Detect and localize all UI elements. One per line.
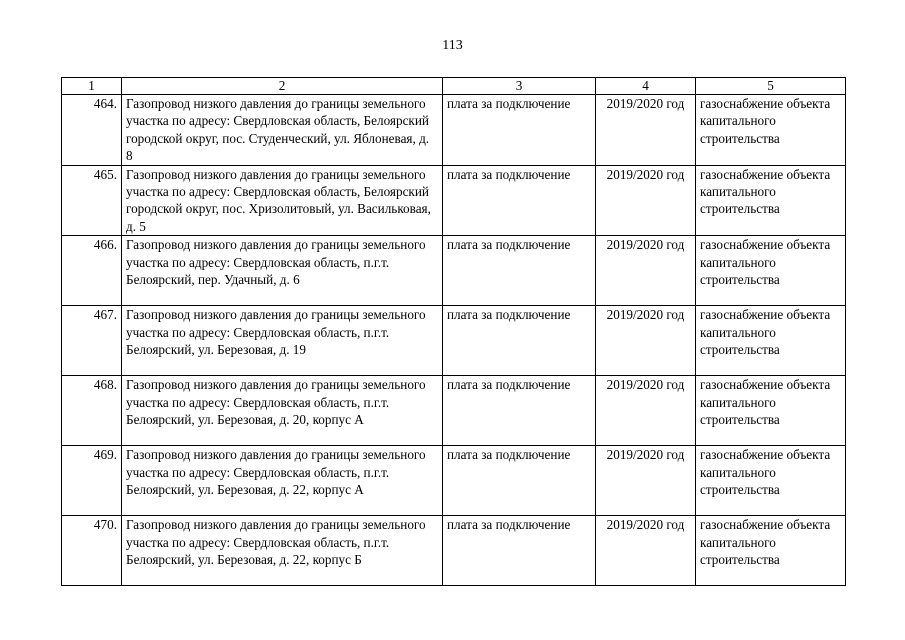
payment-source: плата за подключение	[443, 516, 596, 586]
object-name: Газопровод низкого давления до границы земельного участка по адресу: Свердловская область, Белоярский городской округ, пос. Хризолитовый, ул. Васильковая, д. 5	[122, 165, 443, 236]
purpose: газоснабжение объекта капитального строительства	[696, 516, 846, 586]
implementation-period: 2019/2020 год	[596, 306, 696, 376]
object-name: Газопровод низкого давления до границы земельного участка по адресу: Свердловская область, п.г.т. Белоярский, ул. Березовая, д. 20, корпус А	[122, 376, 443, 446]
purpose: газоснабжение объекта капитального строительства	[696, 306, 846, 376]
table-row	[62, 376, 846, 446]
implementation-period: 2019/2020 год	[596, 236, 696, 306]
object-name: Газопровод низкого давления до границы земельного участка по адресу: Свердловская область, п.г.т. Белоярский, ул. Березовая, д. 19	[122, 306, 443, 376]
payment-source: плата за подключение	[443, 446, 596, 516]
implementation-period: 2019/2020 год	[596, 95, 696, 166]
row-number: 464.	[62, 95, 122, 166]
table-row	[62, 236, 846, 306]
object-name: Газопровод низкого давления до границы земельного участка по адресу: Свердловская область, п.г.т. Белоярский, ул. Березовая, д. 22, корпус Б	[122, 516, 443, 586]
page-number: 113	[442, 38, 463, 53]
object-name: Газопровод низкого давления до границы земельного участка по адресу: Свердловская область, п.г.т. Белоярский, ул. Березовая, д. 22, корпус А	[122, 446, 443, 516]
row-number: 470.	[62, 516, 122, 586]
object-name: Газопровод низкого давления до границы земельного участка по адресу: Свердловская область, Белоярский городской округ, пос. Студенческий, ул. Яблоневая, д. 8	[122, 95, 443, 166]
purpose: газоснабжение объекта капитального строительства	[696, 95, 846, 166]
column-header-5: 5	[696, 78, 846, 95]
purpose: газоснабжение объекта капитального строительства	[696, 446, 846, 516]
row-number: 466.	[62, 236, 122, 306]
column-header-3: 3	[443, 78, 596, 95]
implementation-period: 2019/2020 год	[596, 516, 696, 586]
purpose: газоснабжение объекта капитального строительства	[696, 236, 846, 306]
row-number: 465.	[62, 165, 122, 236]
table-row	[62, 165, 846, 236]
row-number: 468.	[62, 376, 122, 446]
payment-source: плата за подключение	[443, 165, 596, 236]
column-header-2: 2	[122, 78, 443, 95]
table-row	[62, 306, 846, 376]
object-name: Газопровод низкого давления до границы земельного участка по адресу: Свердловская область, п.г.т. Белоярский, пер. Удачный, д. 6	[122, 236, 443, 306]
table-row	[62, 95, 846, 166]
objects-table	[61, 77, 846, 586]
column-header-1: 1	[62, 78, 122, 95]
purpose: газоснабжение объекта капитального строительства	[696, 165, 846, 236]
row-number: 467.	[62, 306, 122, 376]
implementation-period: 2019/2020 год	[596, 446, 696, 516]
column-header-4: 4	[596, 78, 696, 95]
table-row	[62, 516, 846, 586]
row-number: 469.	[62, 446, 122, 516]
table-header-row	[62, 78, 846, 95]
implementation-period: 2019/2020 год	[596, 376, 696, 446]
payment-source: плата за подключение	[443, 236, 596, 306]
payment-source: плата за подключение	[443, 376, 596, 446]
implementation-period: 2019/2020 год	[596, 165, 696, 236]
payment-source: плата за подключение	[443, 306, 596, 376]
table-row	[62, 446, 846, 516]
payment-source: плата за подключение	[443, 95, 596, 166]
purpose: газоснабжение объекта капитального строительства	[696, 376, 846, 446]
